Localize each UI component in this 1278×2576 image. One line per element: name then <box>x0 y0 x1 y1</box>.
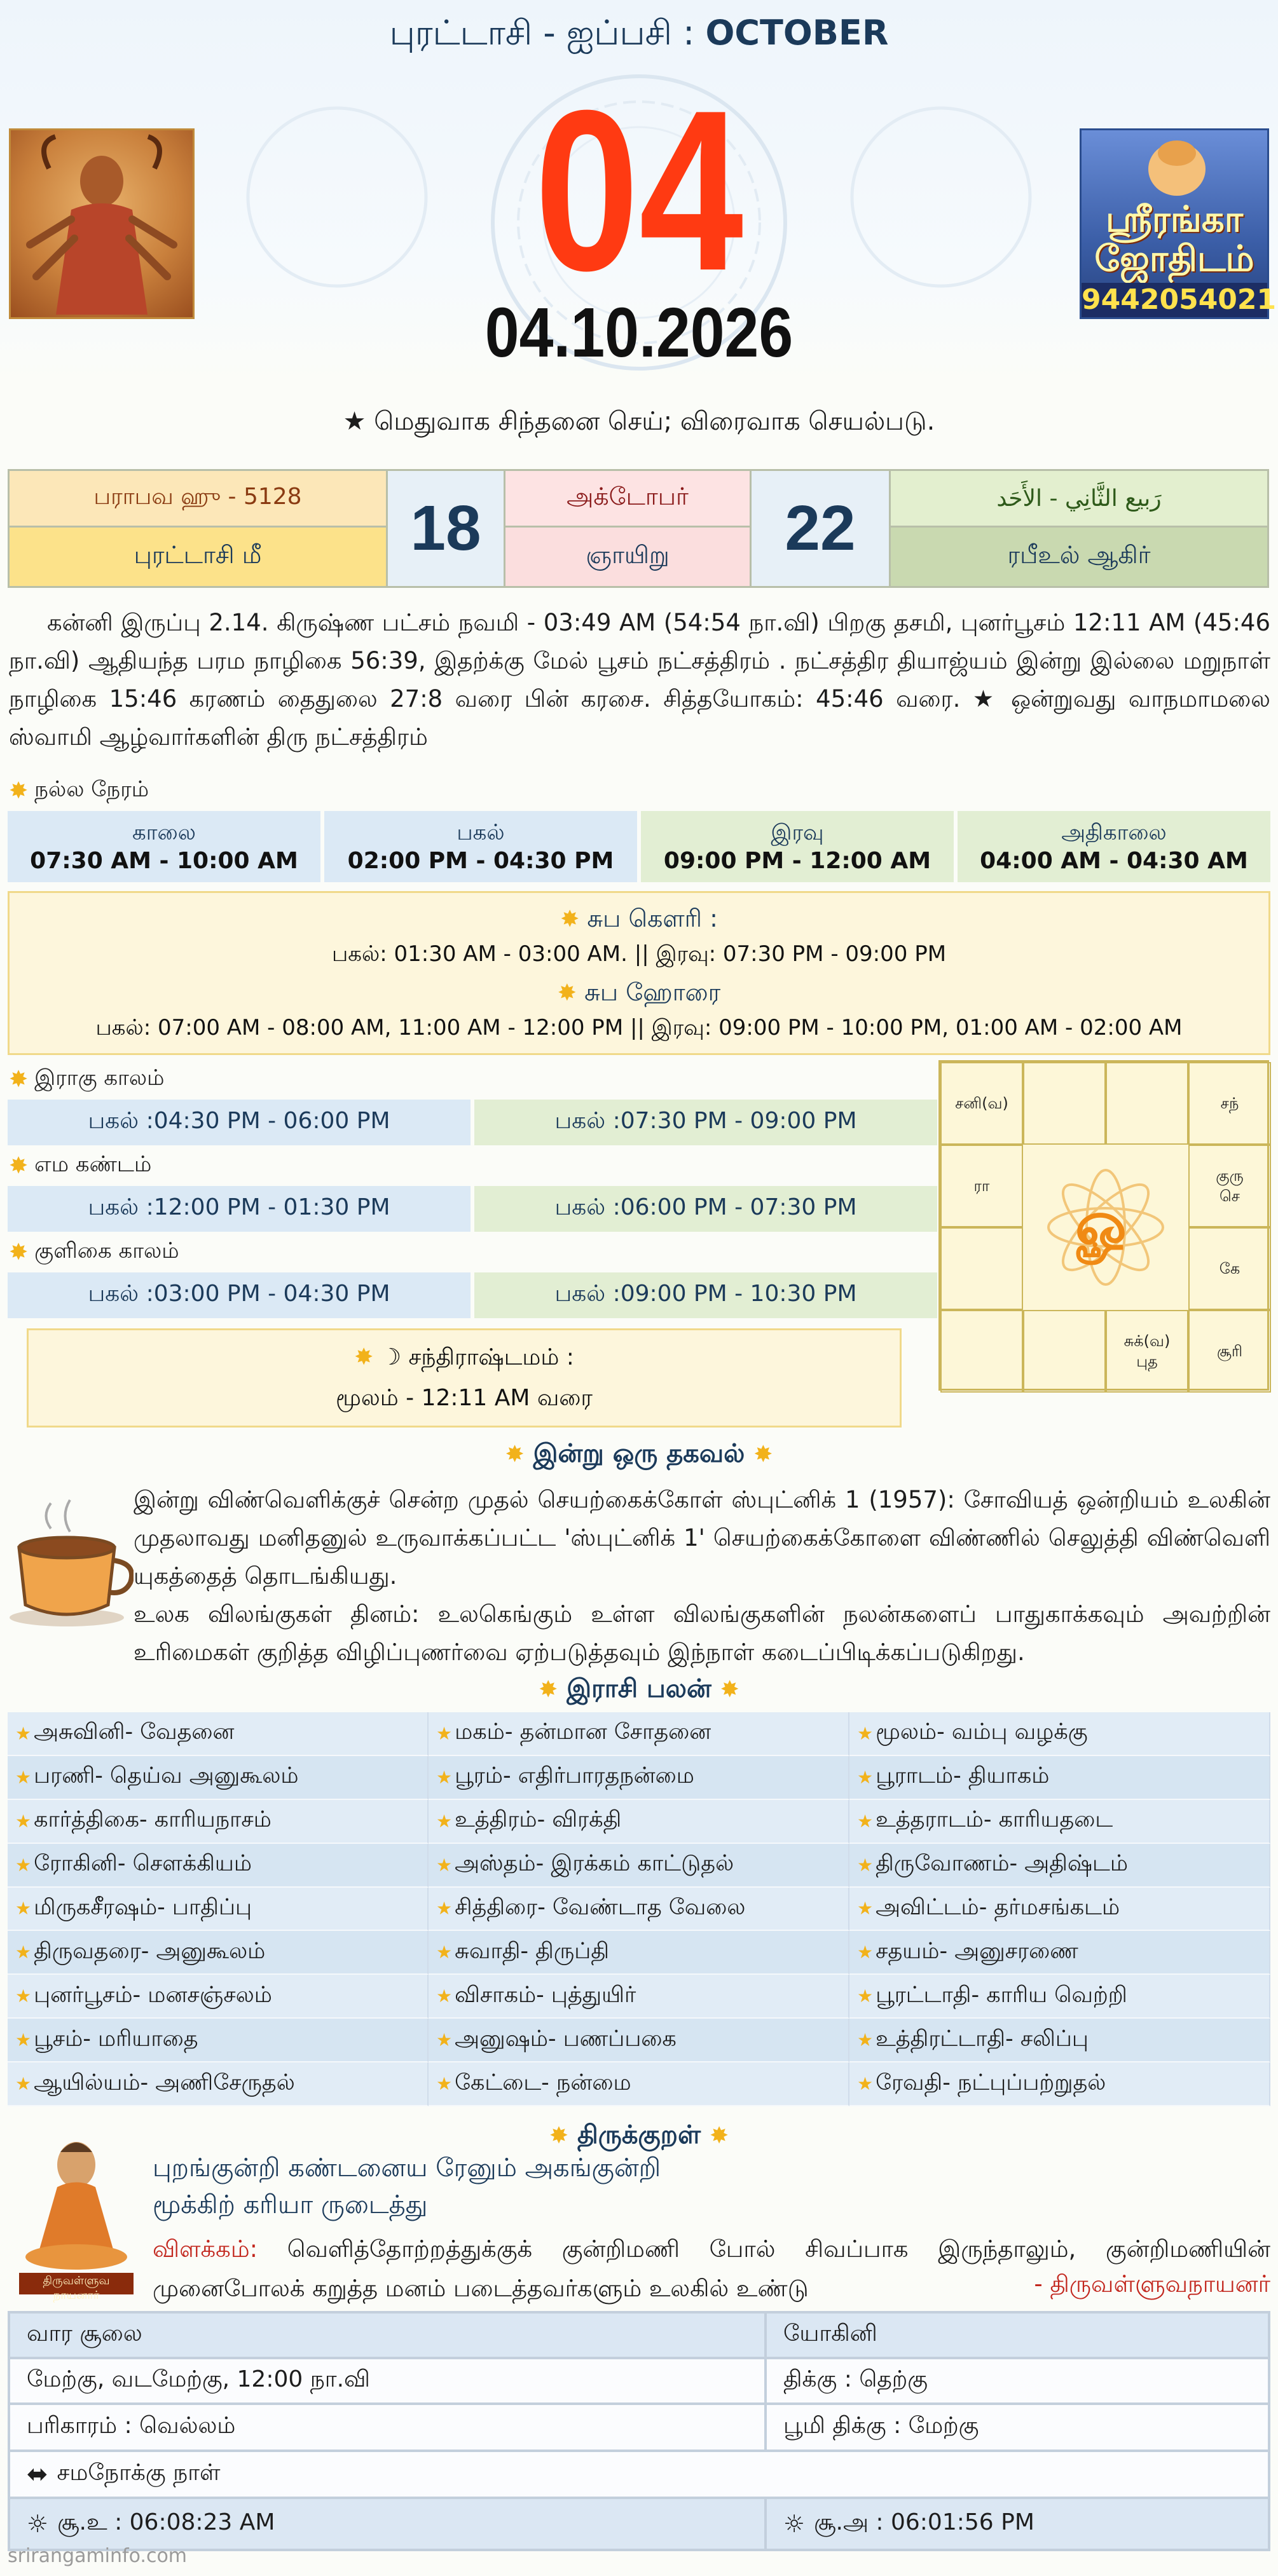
weekday: ஞாயிறு <box>504 526 752 588</box>
full-date: 04.10.2026 <box>484 294 794 372</box>
rasi-palan-text: மிருகசீரஷம்- பாதிப்பு <box>34 1894 252 1920</box>
rasi-house-6: கே <box>1188 1227 1271 1310</box>
nalla-neram-slot <box>8 811 320 882</box>
gowri-heading <box>10 904 1268 936</box>
rasi-palan-text: அனுஷம்- பணப்பகை <box>455 2026 677 2052</box>
sun-icon: ✸ <box>709 2123 729 2149</box>
rasi-palan-text: பூரம்- எதிர்பாரதநன்மை <box>455 1763 694 1789</box>
star-icon: ★ <box>15 1898 32 1919</box>
rasi-palan-grid <box>8 1712 1270 2106</box>
star-icon: ★ <box>857 1854 874 1876</box>
hijri-day-number: 22 <box>750 469 891 588</box>
rasi-palan-text: ரேவதி- நட்புப்பற்றுதல் <box>876 2069 1106 2096</box>
sunset-time: சூ.அ : 06:01:56 PM <box>814 2509 1034 2535</box>
star-icon: ★ <box>436 2073 453 2095</box>
sun-icon: ✸ <box>9 1239 29 1265</box>
rasi-house-7: சூரி <box>1188 1310 1271 1393</box>
star-icon: ★ <box>15 1810 32 1832</box>
logo-phone: 9442054021 <box>1082 283 1277 316</box>
rahu-day: பகல் :04:30 PM - 06:00 PM <box>8 1100 471 1145</box>
om-symbol: ௐ <box>1075 1187 1136 1259</box>
rasi-palan-item <box>429 1712 849 1756</box>
sriranga-jothidam-logo <box>1080 128 1277 319</box>
sun-icon: ✸ <box>505 1441 525 1468</box>
rasi-palan-item <box>8 1756 429 1800</box>
gowri-times: பகல்: 01:30 AM - 03:00 AM. || இரவு: 07:30 PM - 09:00 PM <box>331 941 947 967</box>
rasi-palan-text: சித்திரை- வேண்டாத வேலை <box>455 1894 746 1920</box>
star-icon: ★ <box>857 2073 874 2095</box>
chandrashtamam-heading <box>29 1344 900 1373</box>
star-icon: ★ <box>436 2029 453 2051</box>
star-icon: ★ <box>857 1986 874 2007</box>
chandrashtamam-label: சந்திராஷ்டமம் : <box>408 1344 574 1370</box>
sun-icon: ✸ <box>557 980 577 1006</box>
rasi-chart <box>938 1060 1269 1391</box>
star-icon: ★ <box>15 2073 32 2095</box>
slot-name: இரவு <box>771 819 824 845</box>
rasi-house-9 <box>1023 1310 1106 1393</box>
rasi-palan-item <box>849 1931 1270 1975</box>
sunrise-icon: ☼ <box>27 2510 49 2538</box>
chandrashtamam-value: மூலம் - 12:11 AM வரை <box>335 1385 593 1411</box>
rasi-palan-item <box>849 1756 1270 1800</box>
nalla-neram-slot <box>641 811 954 882</box>
rasi-palan-text: ரோகினி- சௌக்கியம் <box>34 1851 252 1877</box>
nalla-neram-slot <box>324 811 637 882</box>
kuligai-night: பகல் :09:00 PM - 10:30 PM <box>474 1272 937 1318</box>
thiruvalluvar-icon <box>13 2133 140 2298</box>
rasi-palan-item <box>8 1800 429 1844</box>
star-icon: ★ <box>15 2029 32 2051</box>
month-title <box>0 13 1278 58</box>
rasi-palan-text: திருவோணம்- அதிஷ்டம் <box>876 1851 1129 1877</box>
gowri-label: சுப கௌரி : <box>587 904 718 932</box>
tamil-day-number: 18 <box>386 469 505 588</box>
rasi-palan-item <box>849 1800 1270 1844</box>
rasi-palan-text: கேட்டை- நன்மை <box>455 2069 631 2096</box>
rasi-palan-item <box>849 1975 1270 2019</box>
ema-night: பகல் :06:00 PM - 07:30 PM <box>474 1186 937 1232</box>
sun-icon: ✸ <box>9 1066 29 1093</box>
rasi-palan-item <box>8 1888 429 1932</box>
rasi-palan-item <box>8 2019 429 2062</box>
sun-icon: ✸ <box>539 1677 558 1703</box>
yogini-value: திக்கு : தெற்கு <box>766 2358 1269 2404</box>
rahu-heading <box>9 1065 165 1093</box>
rasi-palan-item <box>849 1888 1270 1932</box>
bhoomi-thikku: பூமி திக்கு : மேற்கு <box>766 2404 1269 2451</box>
parikaram: பரிகாரம் : வெல்லம் <box>9 2404 766 2451</box>
info-paragraph-1: இன்று விண்வெளிக்குச் சென்ற முதல் செயற்கைக்கோள் ஸ்புட்னிக் 1 (1957): சோவியத் ஒன்றியம் உலகின் முதலாவது மனிதனுல் உருவாக்கப்பட்ட 'ஸ்புட்னிக் 1' செயற்கைக்கோளை விண்ணில் செலுத்தி விண்வெளி யுகத்தைத் தொடங்கியது. <box>134 1486 1270 1590</box>
rasi-palan-item <box>429 1800 849 1844</box>
rasi-palan-text: உத்திரட்டாதி- சலிப்பு <box>876 2026 1089 2052</box>
rasi-palan-text: உத்தராடம்- காரியதடை <box>876 1807 1113 1833</box>
kuligai-label: குளிகை காலம் <box>34 1238 179 1264</box>
rasi-palan-text: பூசம்- மரியாதை <box>34 2026 198 2052</box>
star-icon: ★ <box>857 2029 874 2051</box>
rasi-palan-text: திருவதரை- அனுகூலம் <box>34 1938 266 1964</box>
bottom-table <box>8 2311 1270 2551</box>
rasi-house-2 <box>1023 1062 1106 1145</box>
star-icon: ★ <box>436 1766 453 1788</box>
rasi-palan-item <box>429 1888 849 1932</box>
star-icon: ★ <box>15 1986 32 2007</box>
info-title: இன்று ஒரு தகவல் <box>533 1439 745 1468</box>
footer-website[interactable]: srirangaminfo.com <box>8 2545 188 2567</box>
rasi-palan-item <box>849 2019 1270 2062</box>
vara-soolai-header: வார சூலை <box>9 2312 766 2358</box>
rasi-palan-item <box>849 1844 1270 1888</box>
chandrashtamam-box <box>27 1328 902 1428</box>
logo-line2: ஜோதிடம் <box>1094 238 1254 280</box>
rasi-palan-item <box>429 1975 849 2019</box>
sun-icon: ✸ <box>9 777 29 804</box>
rasi-chart-center <box>1023 1145 1188 1310</box>
rasi-palan-text: பரணி- தெய்வ அனுகூலம் <box>34 1763 299 1789</box>
star-icon: ★ <box>15 1722 32 1744</box>
slot-time: 09:00 PM - 12:00 AM <box>663 847 931 874</box>
sunrise-time: சூ.உ : 06:08:23 AM <box>57 2509 275 2535</box>
rasi-palan-text: பூராடம்- தியாகம் <box>876 1763 1050 1789</box>
sun-icon: ✸ <box>560 906 580 932</box>
rasi-palan-text: புனர்பூசம்- மனசஞ்சலம் <box>34 1982 272 2008</box>
samanokku-row <box>9 2451 1269 2498</box>
rasi-palan-item <box>8 2062 429 2106</box>
ganesha-icon <box>1132 134 1221 198</box>
rasi-house-10 <box>940 1310 1023 1393</box>
rasi-palan-text: அசுவினி- வேதனை <box>34 1719 235 1745</box>
star-icon: ★ <box>857 1810 874 1832</box>
star-icon: ★ <box>857 1942 874 1963</box>
nalla-neram-label: நல்ல நேரம் <box>34 777 149 802</box>
ema-heading <box>9 1152 151 1180</box>
star-icon: ★ <box>436 1854 453 1876</box>
rasi-palan-item <box>429 2062 849 2106</box>
tea-cup-icon <box>6 1490 134 1630</box>
nalla-neram-table <box>8 811 1270 882</box>
kuligai-day: பகல் :03:00 PM - 04:30 PM <box>8 1272 471 1318</box>
rasi-palan-item <box>8 1975 429 2019</box>
rasi-house-5: குரு செ <box>1188 1145 1271 1227</box>
slot-name: அதிகாலை <box>1061 819 1167 845</box>
ema-day: பகல் :12:00 PM - 01:30 PM <box>8 1186 471 1232</box>
kural-title: திருக்குறள் <box>577 2120 701 2150</box>
panchang-details: கன்னி இருப்பு 2.14. கிருஷ்ண பட்சம் நவமி - 03:49 AM (54:54 நா.வி) பிறகு தசமி, புனர்பூசம் 12:11 AM (45:46 நா.வி) ஆதியந்த பரம நாழிகை 56:39, இதற்க்கு மேல் பூசம் நட்சத்திரம் . நட்சத்திர தியாஜ்யம் இன்று இல்லை மறுநாள் நாழிகை 15:46 கரணம் தைதுலை 27:8 வரை பின் கரசை. சித்தயோகம்: 45:46 வரை. ★ ஒன்றுவது வாநமாமலை ஸ்வாமி ஆழ்வார்களின் திரு நட்சத்திரம் <box>9 609 1270 751</box>
rasi-palan-item <box>8 1931 429 1975</box>
slot-time: 04:00 AM - 04:30 AM <box>980 847 1248 874</box>
kural-heading <box>0 2120 1278 2153</box>
sun-icon: ✸ <box>354 1344 374 1370</box>
thiruvalluvar-caption: திருவள்ளுவ நாயனார் <box>43 2274 110 2302</box>
english-month: OCTOBER <box>705 13 889 53</box>
sunset-icon: ☼ <box>783 2510 806 2538</box>
tamil-month-range: புரட்டாசி - ஐப்பசி : <box>389 13 695 53</box>
star-icon: ★ <box>857 1766 874 1788</box>
slot-time: 07:30 AM - 10:00 AM <box>30 847 298 874</box>
deity-image <box>9 128 195 319</box>
rasi-house-4: சந் <box>1188 1062 1271 1145</box>
deity-figure-icon <box>11 130 193 317</box>
moon-icon: ☽ <box>380 1344 402 1370</box>
sun-icon: ✸ <box>9 1152 29 1179</box>
rasi-house-12: ரா <box>940 1145 1023 1227</box>
rasi-house-3 <box>1106 1062 1188 1145</box>
rahu-night: பகல் :07:30 PM - 09:00 PM <box>474 1100 937 1145</box>
nalla-neram-heading <box>9 777 149 805</box>
rasi-palan-text: மூலம்- வம்பு வழக்கு <box>876 1719 1088 1745</box>
rasi-palan-text: சதயம்- அனுசரணை <box>876 1938 1078 1964</box>
star-icon: ★ <box>436 1898 453 1919</box>
english-month-tamil: அக்டோபர் <box>504 469 752 528</box>
rasi-palan-item <box>429 1844 849 1888</box>
day-number: 04 <box>534 63 744 318</box>
rasi-palan-text: விசாகம்- புத்துயிர் <box>455 1982 636 2008</box>
star-icon: ★ <box>436 1942 453 1963</box>
rasi-palan-item <box>8 1712 429 1756</box>
star-icon: ★ <box>857 1722 874 1744</box>
hijri-month-arabic: رَبيع الثَّانِي - الأَحَد <box>889 469 1269 528</box>
tamil-month: புரட்டாசி மீ <box>8 526 388 588</box>
rasi-palan-item <box>849 2062 1270 2106</box>
hijri-month-tamil: ரபீஉல் ஆகிர் <box>889 526 1269 588</box>
rasi-palan-text: மகம்- தன்மான சோதனை <box>455 1719 711 1745</box>
logo-line1: ஸ்ரீரங்கா <box>1106 199 1243 240</box>
slot-name: பகல் <box>457 819 505 845</box>
horai-heading <box>10 978 1268 1010</box>
vara-soolai-value: மேற்கு, வடமேற்கு, 12:00 நா.வி <box>9 2358 766 2404</box>
horai-label: சுப ஹோரை <box>584 978 721 1006</box>
star-icon: ★ <box>15 1942 32 1963</box>
rasi-palan-text: பூரட்டாதி- காரிய வெற்றி <box>876 1982 1127 2008</box>
sun-icon: ✸ <box>753 1441 773 1468</box>
sun-icon: ✸ <box>549 2123 569 2149</box>
star-icon: ★ <box>15 1766 32 1788</box>
rasi-house-11 <box>940 1227 1023 1310</box>
kural-line-1: புறங்குன்றி கண்டனைய ரேனும் அகங்குன்றி <box>153 2153 661 2183</box>
sun-icon: ✸ <box>720 1677 739 1703</box>
rasi-palan-title: இராசி பலன் <box>567 1674 711 1703</box>
star-icon: ★ <box>857 1898 874 1919</box>
nalla-neram-slot <box>958 811 1270 882</box>
motto: ★ மெதுவாக சிந்தனை செய்; விரைவாக செயல்படு. <box>343 407 935 436</box>
rasi-house-8: சுக்(வ) புத <box>1106 1310 1188 1393</box>
rasi-palan-item <box>849 1712 1270 1756</box>
rasi-palan-heading <box>0 1674 1278 1707</box>
rasi-palan-text: அஸ்தம்- இரக்கம் காட்டுதல் <box>455 1851 734 1877</box>
star-icon: ★ <box>15 1854 32 1876</box>
horai-times: பகல்: 07:00 AM - 08:00 AM, 11:00 AM - 12:00 PM || இரவு: 09:00 PM - 10:00 PM, 01:00 AM - 02:00 AM <box>95 1015 1183 1040</box>
kural-explain-text: வெளித்தோற்றத்துக்குக் குன்றிமணி போல் சிவப்பாக இருந்தாலும், குன்றிமணியின் முனைபோலக் கறுத்த மனம் படைத்தவர்களும் உலகில் உண்டு <box>153 2235 1270 2302</box>
rasi-palan-item <box>429 1931 849 1975</box>
samanokku-label: சமநோக்கு நாள் <box>57 2460 221 2486</box>
rasi-palan-text: கார்த்திகை- காரியநாசம் <box>34 1807 271 1833</box>
sunrise-row <box>9 2498 766 2550</box>
star-icon: ★ <box>436 1722 453 1744</box>
slot-name: காலை <box>132 819 196 845</box>
kural-line-2: மூக்கிற் கரியா ருடைத்து <box>153 2190 428 2219</box>
rasi-palan-text: சுவாதி- திருப்தி <box>455 1938 609 1964</box>
rasi-palan-text: அவிட்டம்- தர்மசங்கடம் <box>876 1894 1120 1920</box>
star-icon: ★ <box>436 1986 453 2007</box>
rahu-label: இராகு காலம் <box>34 1065 165 1091</box>
star-icon: ★ <box>436 1810 453 1832</box>
subha-box <box>8 891 1270 1055</box>
rasi-palan-text: ஆயில்யம்- அணிசேருதல் <box>34 2069 295 2096</box>
kuligai-heading <box>9 1238 179 1266</box>
double-arrow-icon: ⬌ <box>27 2460 48 2489</box>
sunset-row <box>766 2498 1269 2550</box>
slot-time: 02:00 PM - 04:30 PM <box>347 847 614 874</box>
rasi-palan-item <box>8 1844 429 1888</box>
rasi-palan-item <box>429 2019 849 2062</box>
kural-explain-label: விளக்கம்: <box>153 2235 258 2263</box>
info-heading <box>0 1439 1278 1471</box>
tamil-year: பராபவ ஹு - 5128 <box>8 469 388 528</box>
rasi-palan-text: உத்திரம்- விரக்தி <box>455 1807 622 1833</box>
rasi-house-1: சனி(வ) <box>940 1062 1023 1145</box>
yogini-header: யோகினி <box>766 2312 1269 2358</box>
rasi-palan-item <box>429 1756 849 1800</box>
kural-author: - திருவள்ளுவநாயனர் <box>1034 2270 1270 2298</box>
info-paragraph-2: உலக விலங்குகள் தினம்: உலகெங்கும் உள்ள விலங்குகளின் நலன்களைப் பாதுகாக்கவும் அவற்றின் உரிமைகள் குறித்த விழிப்புணர்வை ஏற்படுத்தவும் இந்நாள் கடைப்பிடிக்கப்படுகிறது. <box>134 1600 1270 1666</box>
ema-label: எம கண்டம் <box>34 1152 152 1177</box>
